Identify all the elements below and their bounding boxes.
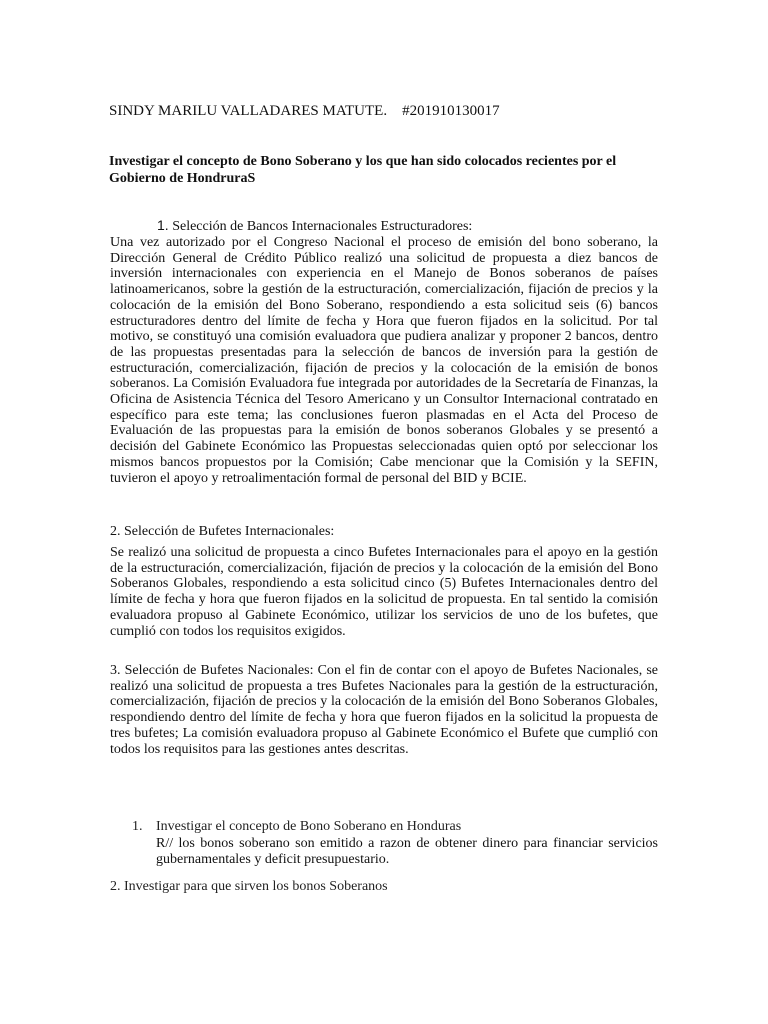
section-1-number: 1. — [157, 217, 169, 233]
question-1-answer: R// los bonos soberano son emitido a razon de obtener dinero para financiar servicios gubernamentales y deficit presupuestario. — [156, 836, 658, 867]
student-name: SINDY MARILU VALLADARES MATUTE. — [109, 103, 388, 119]
document-title: Investigar el concepto de Bono Soberano y los que han sido colocados recientes por el Gobierno de HondruraS — [109, 154, 617, 186]
question-1-number: 1. — [132, 819, 143, 834]
section-3-body: 3. Selección de Bufetes Nacionales: Con el fin de contar con el apoyo de Bufetes Nacionales, se realizó una solicitud de propuesta a tres Bufetes Nacionales para la gestión de la estructuración, comercialización, fijación de precios y la colocación de la emisión del Bono Soberanos Globales, respondiendo dentro del límite de fecha y hora que fueron fijados en la solicitud la propuesta de tres bufetes; La comisión evaluadora propuso al Gabinete Económico el Bufete que cumplió con todos los requisitos para las gestiones antes descritas. — [110, 663, 658, 757]
question-1 — [132, 819, 461, 835]
section-1-body: Una vez autorizado por el Congreso Nacional el proceso de emisión del bono soberano, la Dirección General de Crédito Público realizó una solicitud de propuesta a diez bancos de inversión internacionales con experiencia en el Manejo de Bonos soberanos de países latinoamericanos, sobre la gestión de la estructuración, comercialización, fijación de precios y la colocación de la emisión del Bono Soberano, respondiendo a esta solicitud seis (6) bancos estructuradores dentro del límite de fecha y Hora que fueron fijados en la solicitud. Por tal motivo, se constituyó una comisión evaluadora que pudiera analizar y proponer 2 bancos, dentro de las propuestas presentadas para la selección de bancos de inversión para la gestión de estructuración, comercialización, fijación de precios y la colocación de la emisión de bonos soberanos. La Comisión Evaluadora fue integrada por autoridades de la Secretaría de Finanzas, la Oficina de Asistencia Técnica del Tesoro Americano y un Consultor Internacional contratado en específico para este tema; las conclusiones fueron plasmadas en el Acta del Proceso de Evaluación de las propuestas para la emisión de bonos soberanos Globales y se presentó a decisión del Gabinete Económico las Propuestas seleccionadas quien optó por seleccionar los mismos bancos propuestos por la Comisión; Cabe mencionar que la Comisión y la SEFIN, tuvieron el apoyo y retroalimentación formal de personal del BID y BCIE. — [110, 235, 658, 486]
question-2: 2. Investigar para que sirven los bonos Soberanos — [110, 879, 388, 894]
section-1-heading-text: Selección de Bancos Internacionales Estructuradores: — [172, 219, 473, 234]
student-header — [109, 103, 500, 120]
section-2-heading: 2. Selección de Bufetes Internacionales: — [110, 524, 335, 539]
student-id: #201910130017 — [402, 103, 500, 119]
section-1-heading — [157, 217, 472, 235]
section-2-body: Se realizó una solicitud de propuesta a cinco Bufetes Internacionales para el apoyo en la gestión de la estructuración, comercialización, fijación de precios y la colocación de la emisión del Bono Soberanos Globales, respondiendo a esta solicitud cinco (5) Bufetes Internacionales dentro del límite de fecha y hora que fueron fijados en la solicitud de propuesta. En tal sentido la comisión evaluadora propuso al Gabinete Económico, utilizar los servicios de uno de los bufetes, que cumplió con todos los requisitos exigidos. — [110, 545, 658, 639]
question-1-text: Investigar el concepto de Bono Soberano en Honduras — [156, 819, 462, 834]
